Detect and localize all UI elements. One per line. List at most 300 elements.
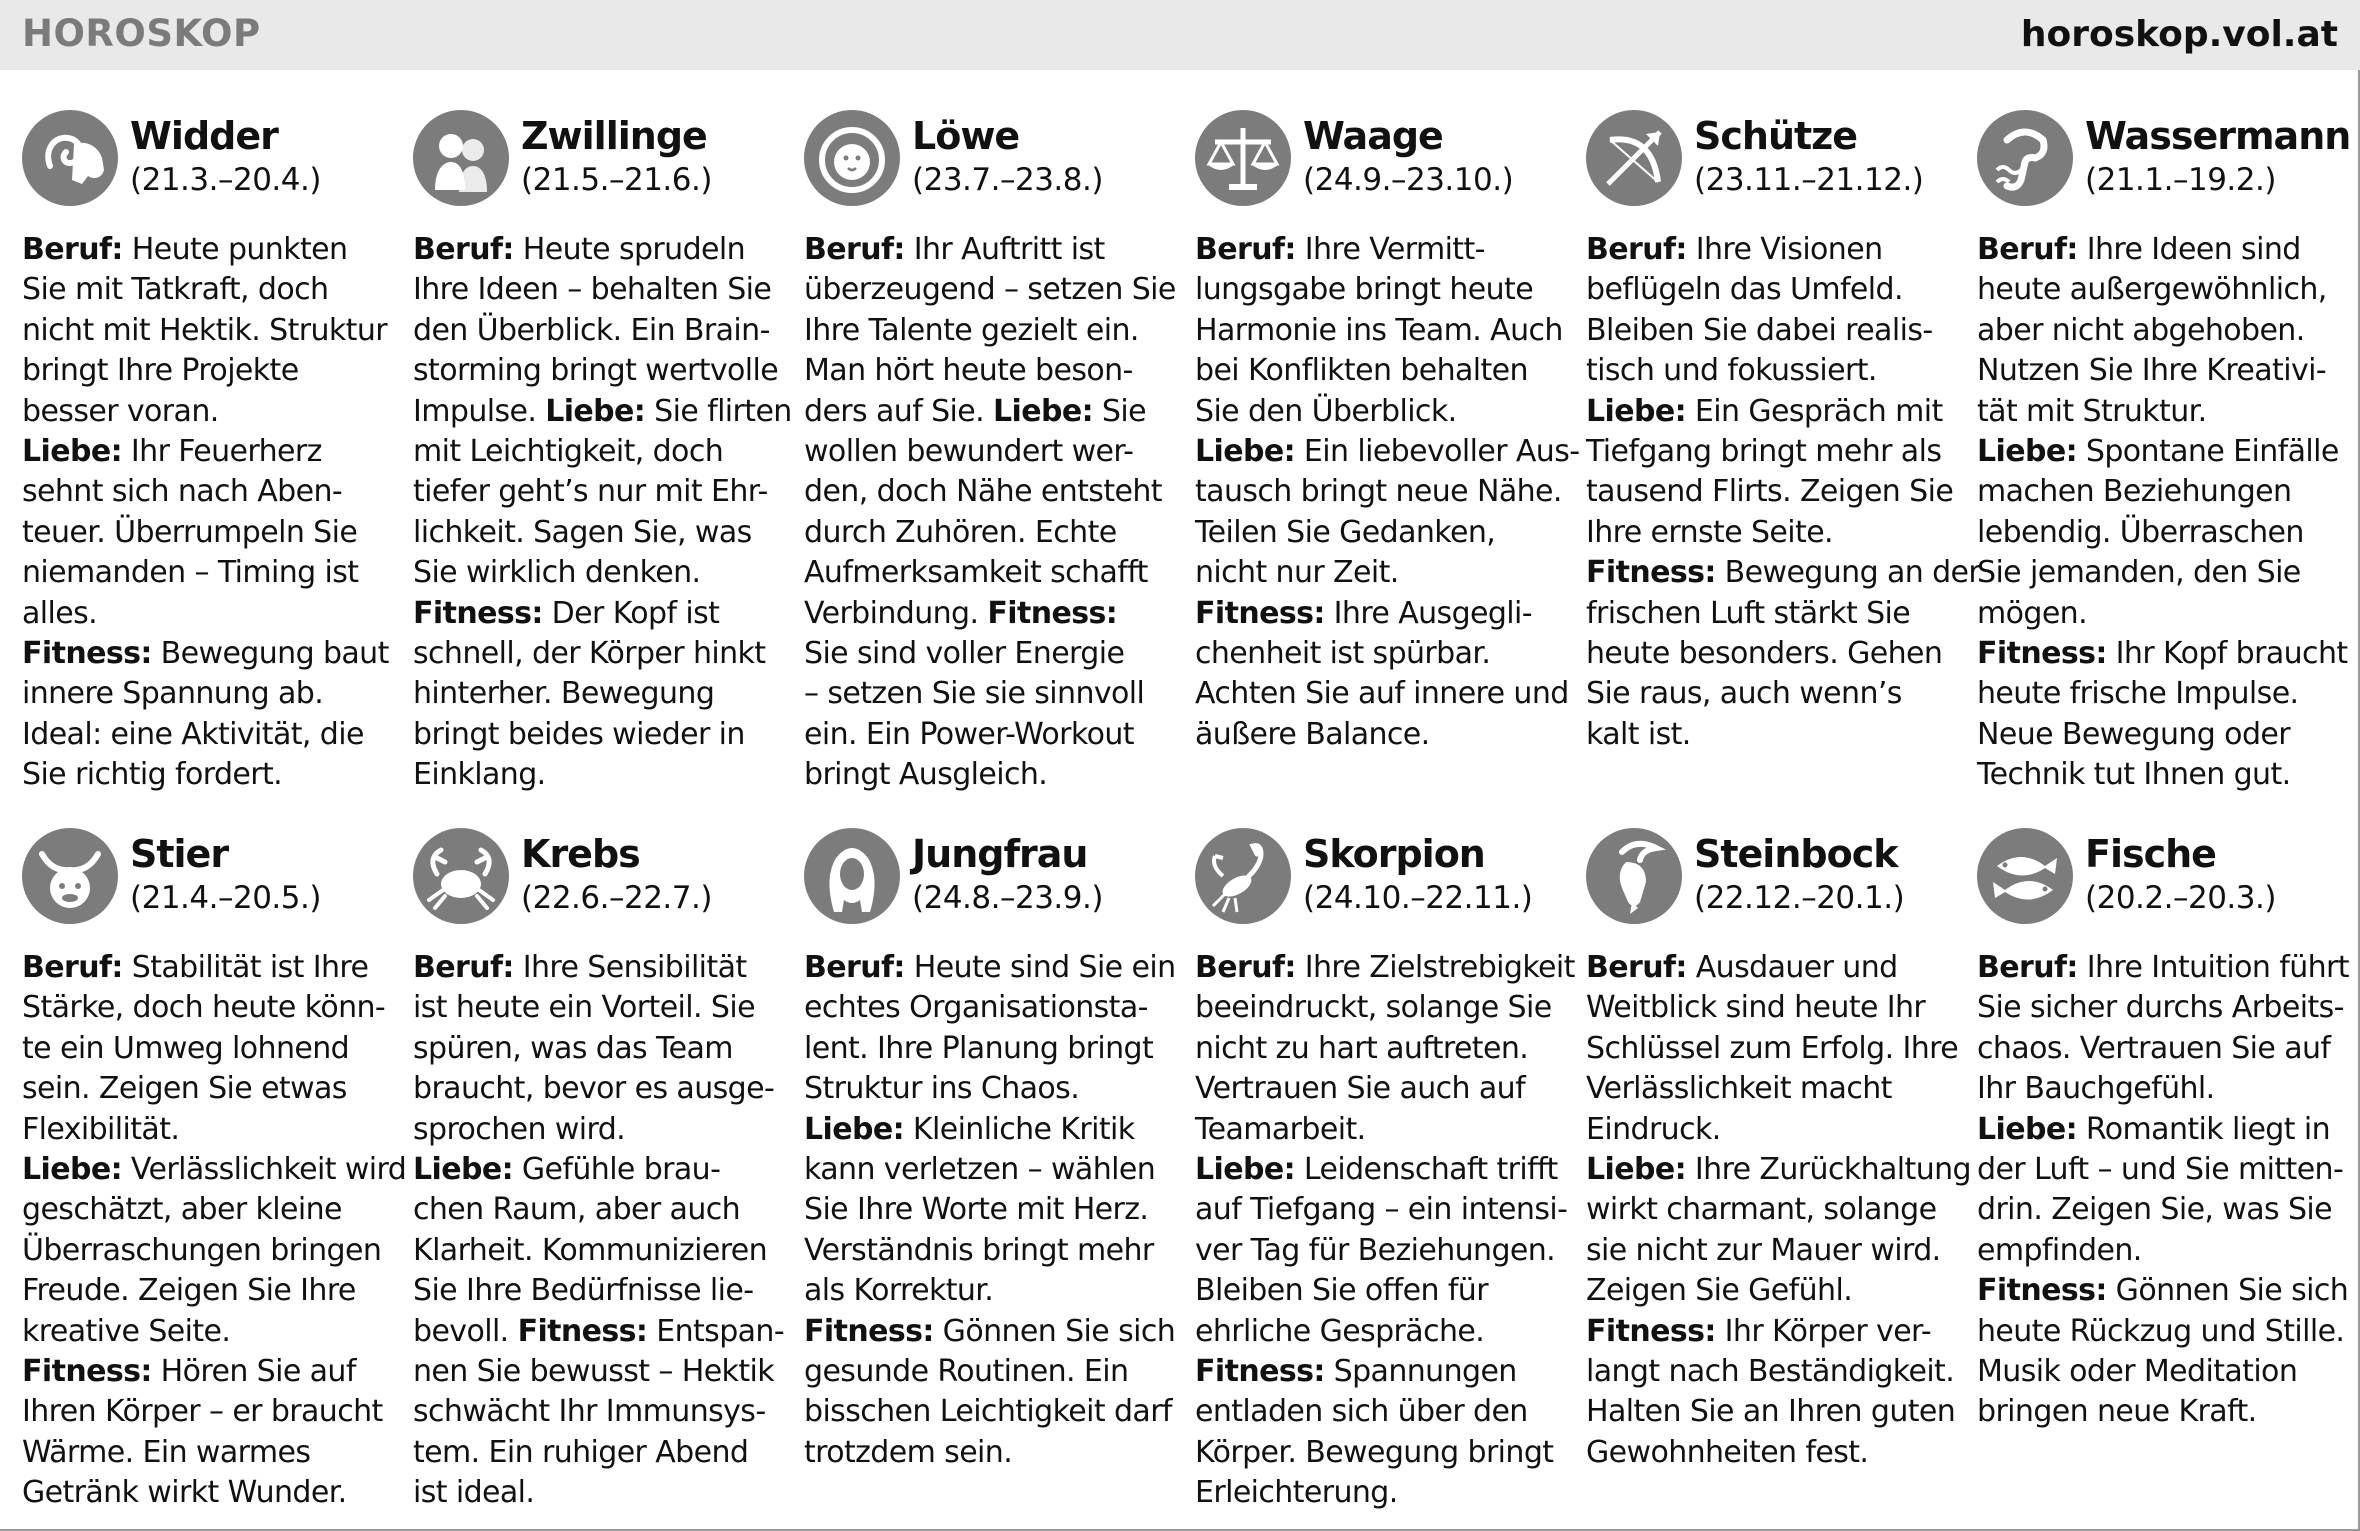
text-line xyxy=(1195,432,1580,472)
text-line xyxy=(1977,270,2349,310)
sign-steinbock xyxy=(1586,828,1971,1473)
text-line xyxy=(1195,392,1567,432)
text-line xyxy=(22,230,394,270)
line-text: ver Tag für Beziehungen. xyxy=(1195,1232,1556,1268)
text-line xyxy=(22,270,394,310)
section-label: Fitness: xyxy=(517,1313,648,1349)
text-line xyxy=(413,1029,785,1069)
text-line xyxy=(1586,594,1958,634)
line-text: Leidenschaft trifft xyxy=(1294,1152,1558,1188)
line-text: heute außergewöhnlich, xyxy=(1977,272,2327,308)
text-line xyxy=(1586,948,1958,988)
gemini-twins-icon xyxy=(413,110,509,206)
line-text: Neue Bewegung oder xyxy=(1977,716,2290,752)
line-text: gesunde Routinen. Ein xyxy=(804,1354,1129,1390)
line-text: als Korrektur. xyxy=(804,1273,994,1309)
text-line xyxy=(22,311,394,351)
line-text: echtes Organisationsta- xyxy=(804,990,1148,1026)
line-text: ist heute ein Vorteil. Sie xyxy=(413,990,755,1026)
line-text: ehrliche Gespräche. xyxy=(1195,1313,1485,1349)
line-text: Ihre Zurückhaltung xyxy=(1685,1152,1971,1188)
line-text: machen Beziehungen xyxy=(1977,474,2292,510)
line-text: empfinden. xyxy=(1977,1232,2142,1268)
line-text: Wärme. Ein warmes xyxy=(22,1434,311,1470)
line-text: Sie xyxy=(1092,393,1146,429)
sign-name: Fische xyxy=(2085,832,2216,876)
line-text: Kleinliche Kritik xyxy=(903,1111,1135,1147)
section-label: Liebe: xyxy=(413,1152,513,1188)
line-text: Man hört heute beson- xyxy=(804,353,1133,389)
line-text: Ideal: eine Aktivität, die xyxy=(22,716,364,752)
text-line xyxy=(804,755,1176,795)
line-text: Ihre Ideen sind xyxy=(2077,232,2301,267)
text-line xyxy=(22,988,394,1028)
text-line xyxy=(1586,1110,1958,1150)
text-line xyxy=(1586,1069,1958,1109)
text-line xyxy=(22,674,394,714)
section-label: Fitness: xyxy=(413,595,543,631)
text-line xyxy=(1586,1231,1958,1271)
text-line xyxy=(22,1433,394,1473)
line-text: Bewegung an der xyxy=(1715,555,1981,591)
text-line xyxy=(1977,755,2349,795)
text-line xyxy=(1586,1029,1958,1069)
line-text: der Luft – und Sie mitten- xyxy=(1977,1152,2344,1188)
section-label: Fitness: xyxy=(804,1313,934,1349)
line-text: Tiefgang bringt mehr als xyxy=(1586,434,1942,470)
leo-lion-icon xyxy=(804,110,900,206)
section-label: Beruf: xyxy=(1195,232,1296,267)
text-line xyxy=(1977,1271,2349,1311)
section-label: Fitness: xyxy=(1195,1354,1325,1390)
line-text: Halten Sie an Ihren guten xyxy=(1586,1394,1956,1430)
page-title: HOROSKOP xyxy=(22,12,261,55)
line-text: ein. Ein Power-Workout xyxy=(804,716,1134,752)
line-text: Romantik liegt in xyxy=(2076,1111,2331,1147)
section-label: Liebe: xyxy=(1586,393,1686,429)
line-text: Stärke, doch heute könn- xyxy=(22,990,386,1026)
text-line xyxy=(804,1231,1176,1271)
line-text: mit Leichtigkeit, doch xyxy=(413,434,724,470)
section-label: Fitness: xyxy=(1977,1273,2107,1309)
line-text: tem. Ein ruhiger Abend xyxy=(413,1434,749,1470)
sign-text xyxy=(804,230,1176,796)
line-text: chaos. Vertrauen Sie auf xyxy=(1977,1030,2331,1066)
text-line xyxy=(1195,513,1567,553)
line-text: sehnt sich nach Aben- xyxy=(22,474,343,510)
line-text: Teamarbeit. xyxy=(1195,1111,1366,1147)
line-text: Ausdauer und xyxy=(1686,950,1898,985)
text-line xyxy=(1977,553,2349,593)
text-line xyxy=(413,392,792,432)
sign-text xyxy=(1977,230,2349,796)
line-text: Sie sicher durchs Arbeits- xyxy=(1977,990,2344,1026)
text-line xyxy=(804,1312,1176,1352)
line-text: Gönnen Sie sich xyxy=(2106,1273,2349,1309)
line-text: Ihre ernste Seite. xyxy=(1586,514,1833,550)
line-text: Ihren Körper – er braucht xyxy=(22,1394,383,1430)
text-line xyxy=(1195,1473,1567,1513)
sign-dates: (21.1.–19.2.) xyxy=(2085,162,2276,198)
line-text: Ihr Körper ver- xyxy=(1715,1313,1932,1349)
text-line xyxy=(413,1352,785,1392)
sign-header xyxy=(1977,828,2349,940)
sign-name: Zwillinge xyxy=(521,114,707,158)
line-text: Sie den Überblick. xyxy=(1195,393,1457,429)
line-text: heute Rückzug und Stille. xyxy=(1977,1313,2345,1349)
sign-lwe xyxy=(804,110,1176,796)
sign-name: Widder xyxy=(130,114,278,158)
section-label: Beruf: xyxy=(1977,950,2078,985)
text-line xyxy=(1586,1190,1958,1230)
text-line xyxy=(1586,472,1958,512)
line-text: hinterher. Bewegung xyxy=(413,676,715,712)
text-line xyxy=(413,1190,785,1230)
section-label: Fitness: xyxy=(22,1354,152,1390)
section-label: Fitness: xyxy=(22,636,152,672)
text-line xyxy=(804,1069,1176,1109)
line-text: Ein liebevoller Aus- xyxy=(1294,434,1580,470)
section-label: Beruf: xyxy=(1586,232,1687,267)
sign-jungfrau xyxy=(804,828,1176,1473)
section-label: Beruf: xyxy=(804,232,905,267)
text-line xyxy=(413,1392,785,1432)
line-text: wirkt charmant, solange xyxy=(1586,1192,1937,1228)
text-line xyxy=(22,634,394,674)
line-text: tausend Flirts. Zeigen Sie xyxy=(1586,474,1954,510)
text-line xyxy=(22,1150,407,1190)
sign-krebs xyxy=(413,828,785,1514)
virgo-maiden-icon xyxy=(804,828,900,924)
text-line xyxy=(22,1271,394,1311)
line-text: ders auf Sie. xyxy=(804,393,994,429)
text-line xyxy=(413,270,785,310)
line-text: Musik oder Meditation xyxy=(1977,1354,2298,1390)
line-text: Ihr Auftritt ist xyxy=(904,232,1105,267)
line-text: Entspan- xyxy=(647,1313,785,1349)
text-line xyxy=(1586,351,1958,391)
section-label: Fitness: xyxy=(1195,595,1325,631)
sign-name: Schütze xyxy=(1694,114,1858,158)
text-line xyxy=(22,1473,394,1513)
text-line xyxy=(1586,311,1958,351)
text-line xyxy=(1195,1150,1567,1190)
text-line xyxy=(1977,351,2349,391)
line-text: Überraschungen bringen xyxy=(22,1232,382,1268)
text-line xyxy=(413,674,785,714)
text-line xyxy=(1195,311,1567,351)
sign-dates: (22.6.–22.7.) xyxy=(521,880,712,916)
text-line xyxy=(804,311,1176,351)
text-line xyxy=(804,988,1176,1028)
text-line xyxy=(1195,1110,1567,1150)
sign-dates: (23.11.–21.12.) xyxy=(1694,162,1924,198)
text-line xyxy=(1977,432,2349,472)
text-line xyxy=(1586,432,1958,472)
sign-header xyxy=(1586,828,1958,940)
line-text: Erleichterung. xyxy=(1195,1475,1398,1511)
line-text: Hören Sie auf xyxy=(151,1354,356,1390)
sign-text xyxy=(1195,948,1575,1514)
sign-name: Steinbock xyxy=(1694,832,1898,876)
line-text: Ihr Kopf braucht xyxy=(2106,636,2348,672)
line-text: tisch und fokussiert. xyxy=(1586,353,1877,389)
line-text: bisschen Leichtigkeit darf xyxy=(804,1394,1172,1430)
text-line xyxy=(22,472,394,512)
line-text: Impulse. xyxy=(413,393,546,429)
line-text: Schlüssel zum Erfolg. Ihre xyxy=(1586,1030,1959,1066)
line-text: langt nach Beständigkeit. xyxy=(1586,1354,1955,1390)
text-line xyxy=(22,392,394,432)
text-line xyxy=(1586,1150,1971,1190)
line-text: bringt beides wieder in xyxy=(413,716,745,752)
section-label: Fitness: xyxy=(1977,636,2107,672)
section-label: Beruf: xyxy=(1977,232,2078,267)
line-text: sie nicht zur Mauer wird. xyxy=(1586,1232,1941,1268)
text-line xyxy=(1195,634,1567,674)
text-line xyxy=(1586,1271,1958,1311)
section-label: Liebe: xyxy=(1195,1152,1295,1188)
line-text: Vertrauen Sie auch auf xyxy=(1195,1071,1526,1107)
text-line xyxy=(22,1312,394,1352)
line-text: lichkeit. Sagen Sie, was xyxy=(413,514,752,550)
text-line xyxy=(1195,1231,1567,1271)
sign-text xyxy=(1195,230,1580,755)
text-line xyxy=(804,270,1176,310)
sign-header xyxy=(413,828,785,940)
line-text: drin. Zeigen Sie, was Sie xyxy=(1977,1192,2333,1228)
taurus-bull-icon xyxy=(22,828,118,924)
line-text: Bewegung baut xyxy=(151,636,389,672)
line-text: Sie wirklich denken. xyxy=(413,555,701,591)
line-text: lent. Ihre Planung bringt xyxy=(804,1030,1154,1066)
text-line xyxy=(413,948,785,988)
line-text: spüren, was das Team xyxy=(413,1030,733,1066)
text-line xyxy=(804,230,1176,270)
section-label: Beruf: xyxy=(22,950,123,985)
text-line xyxy=(1977,230,2349,270)
site-url[interactable]: horoskop.vol.at xyxy=(2020,14,2338,55)
line-text: Getränk wirkt Wunder. xyxy=(22,1475,347,1511)
text-line xyxy=(22,1069,394,1109)
line-text: Spontane Einfälle xyxy=(2076,434,2339,470)
sign-header xyxy=(22,110,394,222)
text-line xyxy=(22,1190,394,1230)
line-text: Ihre Ausgegli- xyxy=(1324,595,1533,631)
line-text: frischen Luft stärkt Sie xyxy=(1586,595,1911,631)
text-line xyxy=(1586,674,1958,714)
text-line xyxy=(1977,674,2349,714)
section-label: Liebe: xyxy=(804,1111,904,1147)
line-text: schnell, der Körper hinkt xyxy=(413,636,766,672)
text-line xyxy=(1195,1352,1567,1392)
line-text: Heute punkten xyxy=(122,232,348,267)
text-line xyxy=(1195,553,1567,593)
sign-wassermann xyxy=(1977,110,2349,796)
line-text: Ihre Intuition führt xyxy=(2077,950,2349,985)
line-text: Weitblick sind heute Ihr xyxy=(1586,990,1926,1026)
sign-text xyxy=(413,230,792,796)
sign-header xyxy=(804,828,1176,940)
line-text: tausch bringt neue Nähe. xyxy=(1195,474,1562,510)
sign-text xyxy=(413,948,785,1514)
line-text: Körper. Bewegung bringt xyxy=(1195,1434,1554,1470)
text-line xyxy=(413,1433,785,1473)
text-line xyxy=(804,1271,1176,1311)
line-text: Sie raus, auch wenn’s xyxy=(1586,676,1902,712)
sign-text xyxy=(1586,948,1971,1473)
line-text: te ein Umweg lohnend xyxy=(22,1030,350,1066)
line-text: Gefühle brau- xyxy=(512,1152,721,1188)
line-text: Sie flirten xyxy=(645,393,792,429)
line-text: Flexibilität. xyxy=(22,1111,180,1147)
section-label: Beruf: xyxy=(413,232,514,267)
sign-text xyxy=(22,948,407,1514)
sign-text xyxy=(804,948,1176,1473)
text-line xyxy=(413,351,785,391)
line-text: nicht mit Hektik. Struktur xyxy=(22,312,387,348)
capricorn-goat-icon xyxy=(1586,828,1682,924)
line-text: Heute sprudeln xyxy=(513,232,746,267)
line-text: Technik tut Ihnen gut. xyxy=(1977,757,2291,793)
sign-text xyxy=(22,230,394,796)
section-label: Liebe: xyxy=(1977,434,2077,470)
line-text: – setzen Sie sie sinnvoll xyxy=(804,676,1145,712)
line-text: Verlässlichkeit macht xyxy=(1586,1071,1892,1107)
text-line xyxy=(413,230,785,270)
text-line xyxy=(1195,1433,1567,1473)
text-line xyxy=(804,1392,1176,1432)
line-text: ist ideal. xyxy=(413,1475,535,1511)
sign-header xyxy=(1977,110,2349,222)
text-line xyxy=(804,1433,1176,1473)
line-text: heute frische Impulse. xyxy=(1977,676,2299,712)
line-text: Freude. Zeigen Sie Ihre xyxy=(22,1273,356,1309)
line-text: Sie Ihre Bedürfnisse lie- xyxy=(413,1273,754,1309)
text-line xyxy=(1586,988,1958,1028)
sign-widder xyxy=(22,110,394,796)
line-text: nicht zu hart auftreten. xyxy=(1195,1030,1529,1066)
sign-header xyxy=(22,828,394,940)
text-line xyxy=(1195,351,1567,391)
text-line xyxy=(413,1069,785,1109)
line-text: Bleiben Sie dabei realis- xyxy=(1586,312,1933,348)
text-line xyxy=(413,1150,785,1190)
line-text: aber nicht abgehoben. xyxy=(1977,312,2305,348)
sign-header xyxy=(1195,110,1567,222)
sign-skorpion xyxy=(1195,828,1575,1514)
line-text: den, doch Nähe entsteht xyxy=(804,474,1162,510)
sign-schtze xyxy=(1586,110,1981,755)
text-line xyxy=(1977,1190,2349,1230)
text-line xyxy=(413,513,785,553)
line-text: mögen. xyxy=(1977,595,2088,631)
section-label: Beruf: xyxy=(1195,950,1296,985)
text-line xyxy=(804,553,1176,593)
text-line xyxy=(413,1110,785,1150)
line-text: lebendig. Überraschen xyxy=(1977,514,2304,550)
text-line xyxy=(804,715,1176,755)
line-text: Struktur ins Chaos. xyxy=(804,1071,1080,1107)
text-line xyxy=(22,1352,394,1392)
text-line xyxy=(413,311,785,351)
text-line xyxy=(1977,988,2349,1028)
text-line xyxy=(22,594,394,634)
line-text: schwächt Ihr Immunsys- xyxy=(413,1394,766,1430)
line-text: beflügeln das Umfeld. xyxy=(1586,272,1903,308)
line-text: bringt Ausgleich. xyxy=(804,757,1048,793)
text-line xyxy=(22,1392,394,1432)
text-line xyxy=(1586,553,1981,593)
sign-dates: (21.4.–20.5.) xyxy=(130,880,321,916)
sign-dates: (24.9.–23.10.) xyxy=(1303,162,1514,198)
sign-dates: (21.3.–20.4.) xyxy=(130,162,321,198)
line-text: beeindruckt, solange Sie xyxy=(1195,990,1552,1026)
line-text: bevoll. xyxy=(413,1313,518,1349)
line-text: Ihre Zielstrebigkeit xyxy=(1295,950,1575,985)
text-line xyxy=(804,392,1176,432)
text-line xyxy=(1977,1150,2349,1190)
sign-name: Stier xyxy=(130,832,229,876)
text-line xyxy=(804,513,1176,553)
text-line xyxy=(804,948,1176,988)
line-text: Der Kopf ist xyxy=(542,595,720,631)
sign-dates: (24.10.–22.11.) xyxy=(1303,880,1533,916)
section-label: Liebe: xyxy=(545,393,646,429)
line-text: braucht, bevor es ausge- xyxy=(413,1071,775,1107)
line-text: Teilen Sie Gedanken, xyxy=(1195,514,1496,550)
sign-name: Löwe xyxy=(912,114,1020,158)
line-text: auf Tiefgang – ein intensi- xyxy=(1195,1192,1568,1228)
line-text: nen Sie bewusst – Hektik xyxy=(413,1354,774,1390)
text-line xyxy=(1977,948,2349,988)
aries-ram-icon xyxy=(22,110,118,206)
text-line xyxy=(1977,1029,2349,1069)
text-line xyxy=(804,1110,1176,1150)
sign-dates: (21.5.–21.6.) xyxy=(521,162,712,198)
section-label: Beruf: xyxy=(1586,950,1687,985)
sign-stier xyxy=(22,828,407,1514)
line-text: Verbindung. xyxy=(804,595,988,631)
section-label: Liebe: xyxy=(1586,1152,1686,1188)
section-label: Liebe: xyxy=(993,393,1093,429)
text-line xyxy=(1977,1110,2349,1150)
line-text: überzeugend – setzen Sie xyxy=(804,272,1176,308)
line-text: tiefer geht’s nur mit Ehr- xyxy=(413,474,768,510)
text-line xyxy=(1195,270,1567,310)
text-line xyxy=(1586,1352,1958,1392)
text-line xyxy=(1586,392,1958,432)
text-line xyxy=(1586,270,1958,310)
text-line xyxy=(22,1029,394,1069)
line-text: sprochen wird. xyxy=(413,1111,626,1147)
sagittarius-bow-icon xyxy=(1586,110,1682,206)
text-line xyxy=(1977,1069,2349,1109)
line-text: Harmonie ins Team. Auch xyxy=(1195,312,1563,348)
line-text: Gewohnheiten fest. xyxy=(1586,1434,1869,1470)
text-line xyxy=(413,594,785,634)
text-line xyxy=(1977,1392,2349,1432)
sign-text xyxy=(1586,230,1981,755)
line-text: den Überblick. Ein Brain- xyxy=(413,312,770,348)
text-line xyxy=(1195,948,1575,988)
line-text: kreative Seite. xyxy=(22,1313,231,1349)
line-text: Sie jemanden, den Sie xyxy=(1977,555,2301,591)
text-line xyxy=(804,432,1176,472)
text-line xyxy=(413,988,785,1028)
text-line xyxy=(413,715,785,755)
line-text: Ihr Bauchgefühl. xyxy=(1977,1071,2215,1107)
